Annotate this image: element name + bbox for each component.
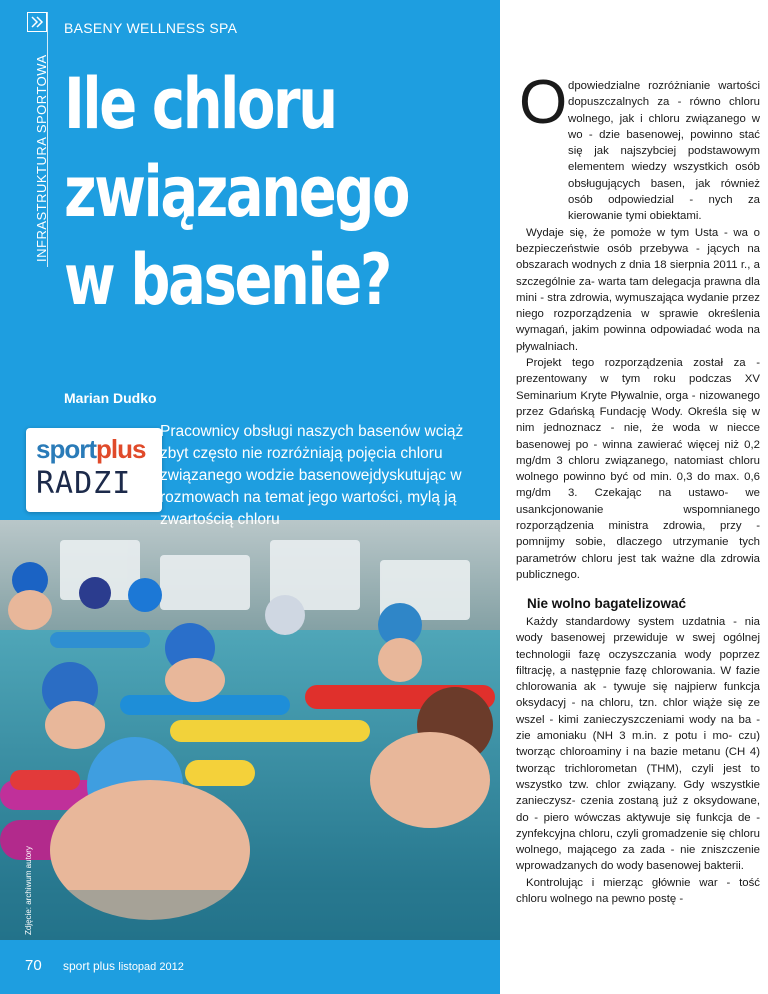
section-title: BASENY WELLNESS SPA: [64, 20, 238, 36]
badge-radzi: RADZI: [36, 466, 132, 501]
badge-logo: sportplus: [36, 434, 146, 464]
paragraph: dpowiedzialne rozróżnianie wartości dopuszczalnych za - równo chloru wolnego, jak i chloru związanego w wo - dzie basenowej, powinno stać się jak najszybciej podstawowym elementem wiedzy wszystkich osób obsługujących basen, jak również osób odpowiedzial - nych za kierowanie tymi obiektami.: [568, 80, 760, 223]
title-line: Ile chloru: [64, 63, 336, 145]
chevron-icon: [27, 12, 47, 32]
photo-credit: Zdjęcie: archiwum autory: [24, 846, 33, 935]
author: Marian Dudko: [64, 390, 157, 406]
page-number: 70: [25, 957, 42, 974]
category-label: INFRASTRUKTURA SPORTOWA: [34, 54, 49, 262]
paragraph: Wydaje się, że pomoże w tym Usta - wa o bezpieczeństwie osób przebywa - jących na obszarach wodnych z dnia 18 sierpnia 2011 r., a szczególnie za- warta tam delegacja prawna dla mini - stra zdrowia, wymuszająca wydanie przez niego rozporządzenia w sprawie określenia wymagań, jakim powinna odpowiadać woda na pływalniach.: [516, 226, 760, 353]
pool-photo: [0, 520, 500, 940]
title-line: w basenie?: [64, 239, 390, 321]
paragraph: Każdy standardowy system uzdatnia - nia wody basenowej przewiduje w swej ogólnej technologii fazę oczyszczania wody poprzez filtrację, a następnie fazę chlorowania. W fazie chlorowania ak - tywuje się najpierw funkcja oksydacyj - na chloru, tzn. chlor wiąże się ze wszel - kimi zanieczyszczeniami wody na ba - zie amoniaku (NH 3 m.in. z potu i mo- czu) tworząc chloroaminy i na bazie metanu (CH 4) tworząc trichlorometan (THM), czyli jest to wszystko tzw. chlor związany. Gdy wszystkie zanieczysz- czenia zostaną już z oksydowane, do - piero wówczas aktywuje się funkcja de - zynfekcyjna chloru, czyli gromadzenie się chloru wolnego, mającego za zada - nie zniszczenie wprowadzanych do wody basenowej bakterii.: [516, 616, 760, 873]
section-strip: [0, 0, 48, 300]
paragraph: Kontrolując i mierząc głównie war - tość chloru wolnego na pewno postę -: [516, 876, 760, 906]
sportplus-radzi-badge: [26, 428, 162, 512]
footer-publication: sport plus listopad 2012: [63, 959, 184, 973]
title-line: związanego: [64, 151, 409, 233]
article-column: [500, 0, 768, 994]
lede: Pracownicy obsługi naszych basenów wciąż zbyt często nie rozróżniają pojęcia chloru związanego wodzie basenowejdyskutując w rozmowach na temat jego wartości, mylą ją zwartością chloru: [160, 423, 464, 528]
article-body: [516, 78, 760, 583]
paragraph: Projekt tego rozporządzenia został za - prezentowany w tym roku podczas XV Seminarium Kryte Pływalnie, orga - nizowanego przez Gdańską Fundację Wody. Określa się w nim jednoznacz - nie, że woda w niecce basenowej po - winna zawierać więcej niż 0,2 mg/dm 3 chloru związanego, natomiast chloru wolnego powinno być od min. 0,3 do max. 0,6 mg/dm 3. Czekając na ustawo- we usankcjonowanie wspomnianego rozporządzenia ministra zdrowia, przy - pomnijmy sobie, dlaczego utrzymanie tych parametrów chloru jest tak ważne dla zdrowia publicznego.: [516, 357, 760, 581]
article-body-2: [516, 614, 760, 907]
drop-cap: O: [519, 68, 568, 137]
subheading: Nie wolno bagatelizować: [527, 596, 687, 611]
page-title: [64, 60, 500, 324]
